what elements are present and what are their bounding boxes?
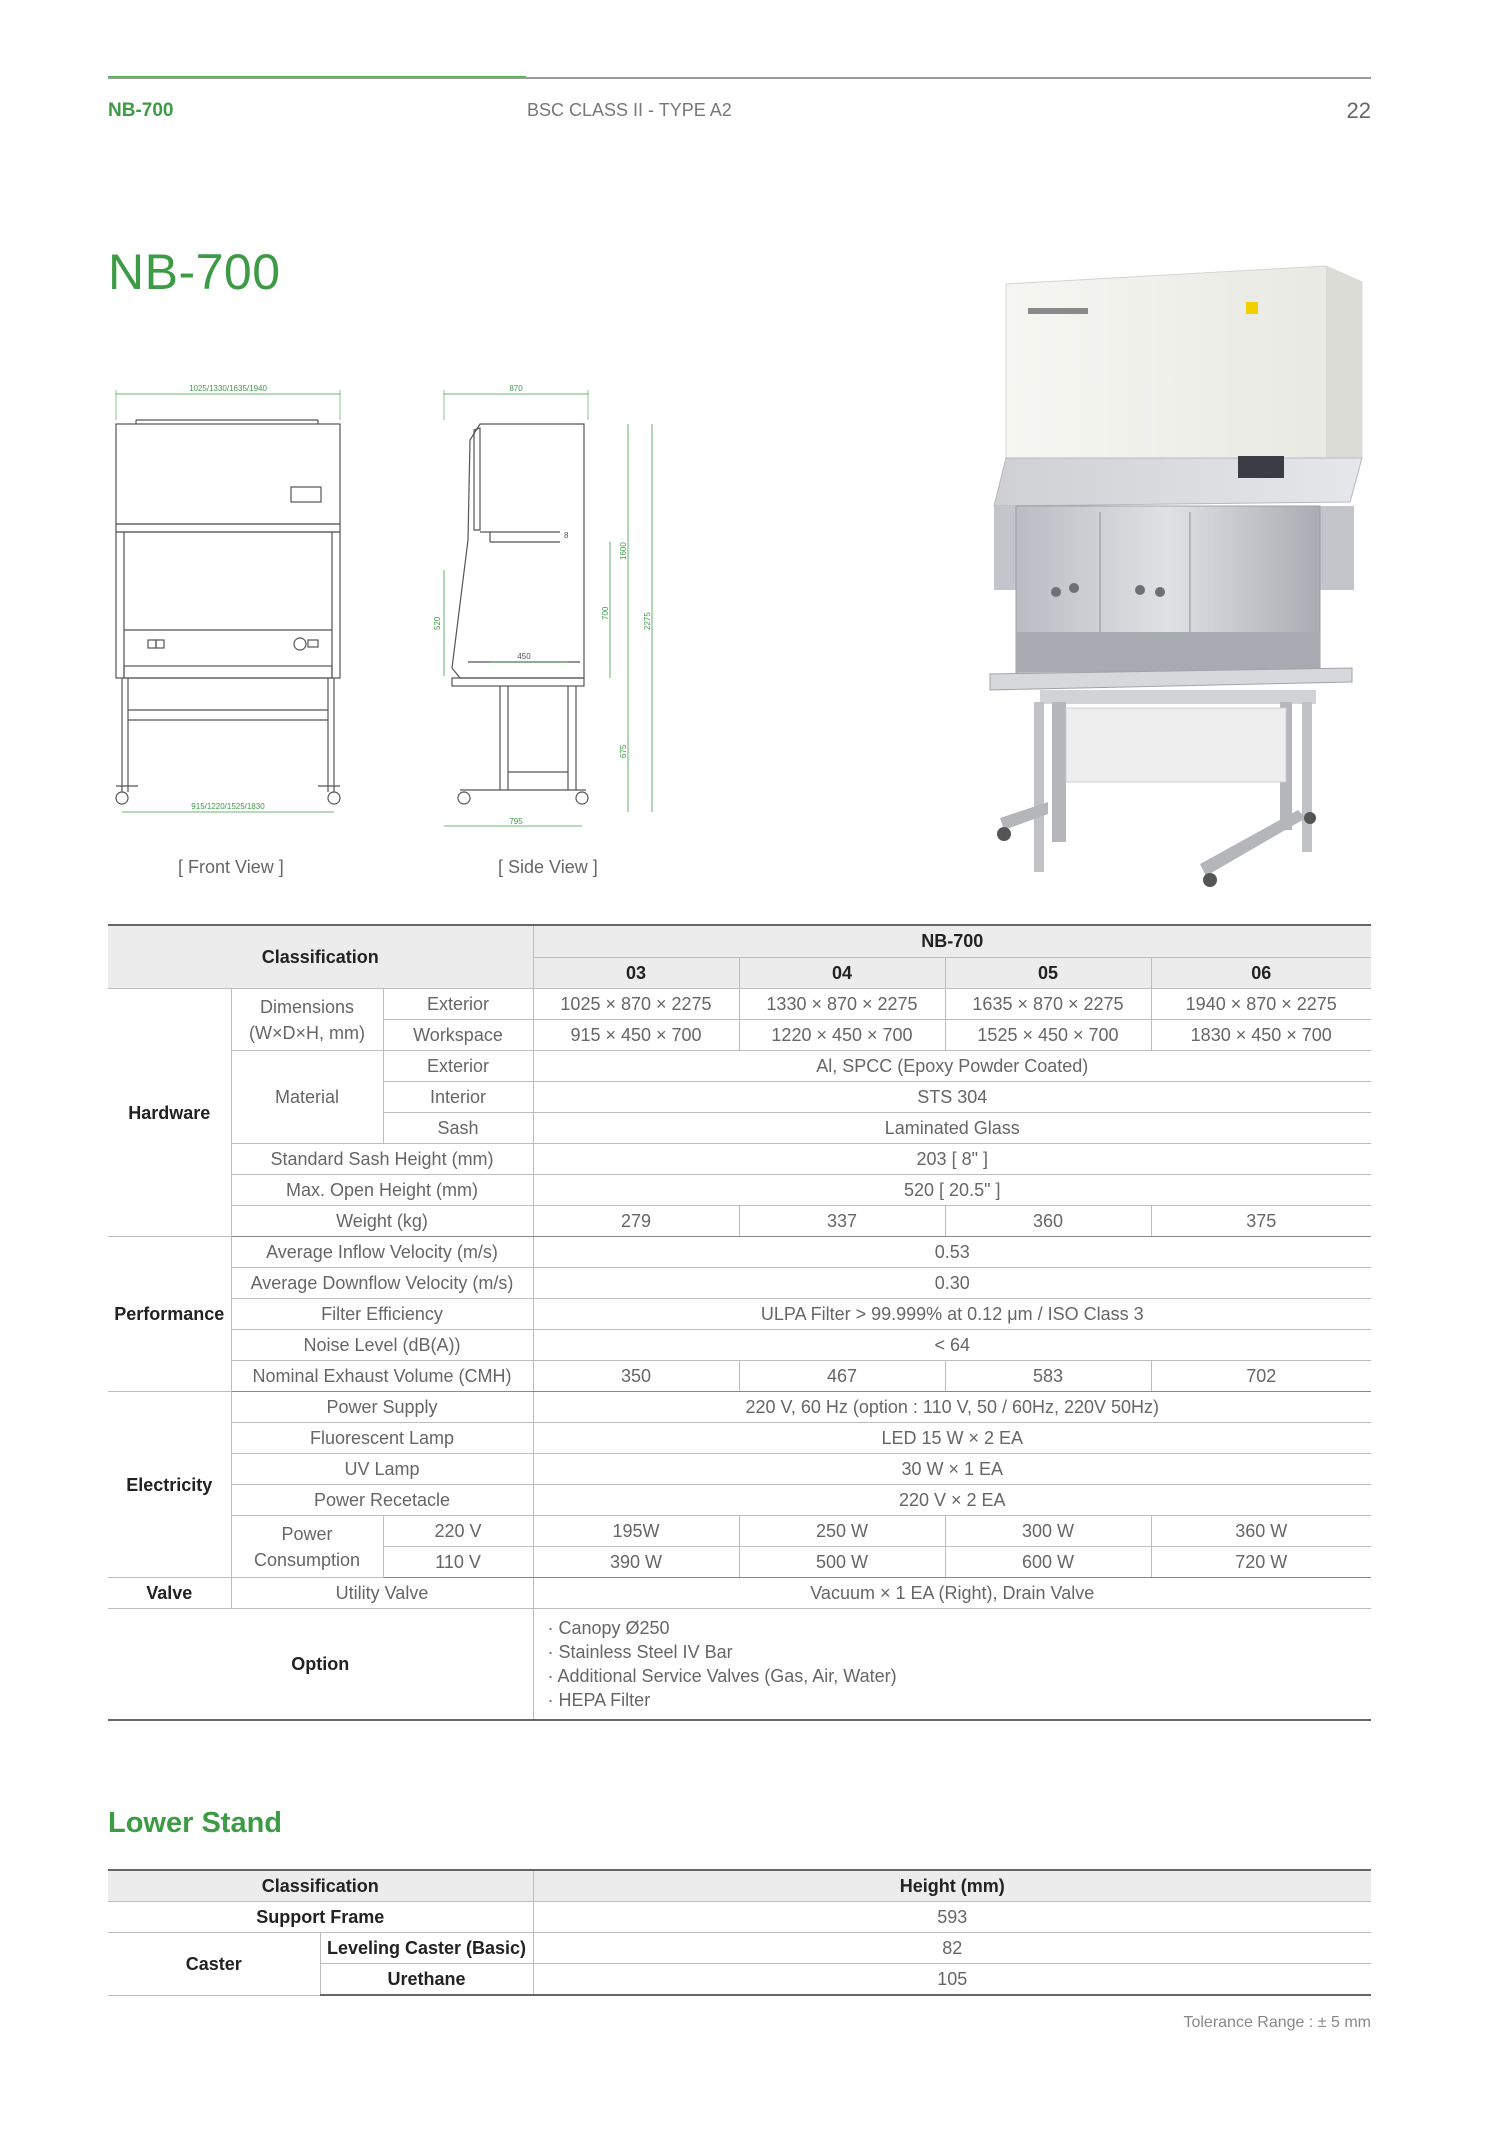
material-exterior-value: Al, SPCC (Epoxy Powder Coated) (533, 1051, 1371, 1082)
dim-ext-05: 1635 × 870 × 2275 (945, 989, 1151, 1020)
front-view-drawing (116, 390, 340, 812)
model-03-header: 03 (533, 957, 739, 989)
voltage-220-label: 220 V (383, 1516, 533, 1547)
sash-height-label: Standard Sash Height (mm) (231, 1144, 533, 1175)
support-frame-label: Support Frame (108, 1902, 533, 1933)
utility-valve-value: Vacuum × 1 EA (Right), Drain Valve (533, 1578, 1371, 1609)
uv-lamp-label: UV Lamp (231, 1454, 533, 1485)
exhaust-05: 583 (945, 1361, 1151, 1392)
technical-drawings (108, 380, 688, 840)
material-exterior-label: Exterior (383, 1051, 533, 1082)
dim-work-04: 1220 × 450 × 700 (739, 1020, 945, 1051)
spec-table (108, 924, 1371, 1721)
consumption-110-06: 720 W (1151, 1547, 1371, 1578)
noise-label: Noise Level (dB(A)) (231, 1330, 533, 1361)
option-list (533, 1609, 1371, 1721)
dim-450: 450 (517, 652, 531, 661)
dim-work-06: 1830 × 450 × 700 (1151, 1020, 1371, 1051)
tolerance-note: Tolerance Range : ± 5 mm (1183, 2014, 1371, 2031)
brand-logo (1028, 308, 1088, 314)
receptacle-value: 220 V × 2 EA (533, 1485, 1371, 1516)
lamp-value: LED 15 W × 2 EA (533, 1423, 1371, 1454)
leveling-caster-label: Leveling Caster (Basic) (320, 1933, 533, 1964)
spec-classification-header: Classification (108, 925, 533, 989)
exhaust-03: 350 (533, 1361, 739, 1392)
model-06-header: 06 (1151, 957, 1371, 989)
page-title: NB-700 (108, 244, 281, 300)
weight-label: Weight (kg) (231, 1206, 533, 1237)
inflow-value: 0.53 (533, 1237, 1371, 1268)
option-item: · Additional Service Valves (Gas, Air, Water) (547, 1666, 897, 1686)
exhaust-06: 702 (1151, 1361, 1371, 1392)
option-item: · Canopy Ø250 (547, 1618, 670, 1638)
downflow-label: Average Downflow Velocity (m/s) (231, 1268, 533, 1299)
material-label: Material (231, 1051, 383, 1144)
consumption-110-03: 390 W (533, 1547, 739, 1578)
model-04-header: 04 (739, 957, 945, 989)
dim-ext-06: 1940 × 870 × 2275 (1151, 989, 1371, 1020)
noise-value: < 64 (533, 1330, 1371, 1361)
material-interior-value: STS 304 (533, 1082, 1371, 1113)
stand-height-header: Height (mm) (533, 1870, 1371, 1902)
exterior-label: Exterior (383, 989, 533, 1020)
weight-06: 375 (1151, 1206, 1371, 1237)
consumption-110-04: 500 W (739, 1547, 945, 1578)
header-rule (108, 77, 1371, 79)
model-05-header: 05 (945, 957, 1151, 989)
consumption-110-05: 600 W (945, 1547, 1151, 1578)
dim-1600: 1600 (619, 542, 628, 560)
header-model: NB-700 (108, 100, 174, 121)
utility-valve-label: Utility Valve (231, 1578, 533, 1609)
consumption-220-05: 300 W (945, 1516, 1151, 1547)
caster-label: Caster (108, 1933, 320, 1996)
dim-front-base: 915/1220/1525/1830 (191, 802, 265, 811)
dim-work-05: 1525 × 450 × 700 (945, 1020, 1151, 1051)
control-panel (1238, 456, 1284, 478)
dim-side-depth: 870 (509, 384, 523, 393)
option-item: · Stainless Steel IV Bar (547, 1642, 733, 1662)
group-hardware: Hardware (108, 989, 231, 1237)
dim-ext-03: 1025 × 870 × 2275 (533, 989, 739, 1020)
dim-work-03: 915 × 450 × 700 (533, 1020, 739, 1051)
group-valve: Valve (108, 1578, 231, 1609)
group-electricity: Electricity (108, 1392, 231, 1578)
side-view-drawing (444, 390, 652, 826)
consumption-label: Power Consumption (231, 1516, 383, 1578)
filter-label: Filter Efficiency (231, 1299, 533, 1330)
side-view-caption: [ Side View ] (498, 857, 598, 877)
option-item: · HEPA Filter (547, 1690, 651, 1710)
header-class: BSC CLASS II - TYPE A2 (527, 100, 732, 120)
material-sash-value: Laminated Glass (533, 1113, 1371, 1144)
dim-side-base: 795 (509, 817, 523, 826)
consumption-220-03: 195W (533, 1516, 739, 1547)
consumption-220-06: 360 W (1151, 1516, 1371, 1547)
dim-700: 700 (601, 606, 610, 620)
workspace-label: Workspace (383, 1020, 533, 1051)
urethane-label: Urethane (320, 1964, 533, 1996)
page-number: 22 (1346, 98, 1371, 123)
dim-front-width: 1025/1330/1635/1940 (189, 384, 267, 393)
leveling-caster-value: 82 (533, 1933, 1371, 1964)
exhaust-04: 467 (739, 1361, 945, 1392)
dimensions-label: Dimensions (W×D×H, mm) (231, 989, 383, 1051)
material-interior-label: Interior (383, 1082, 533, 1113)
weight-05: 360 (945, 1206, 1151, 1237)
stand-classification-header: Classification (108, 1870, 533, 1902)
uv-lamp-value: 30 W × 1 EA (533, 1454, 1371, 1485)
filter-value: ULPA Filter > 99.999% at 0.12 μm / ISO Class 3 (533, 1299, 1371, 1330)
dim-ext-04: 1330 × 870 × 2275 (739, 989, 945, 1020)
sash-height-value: 203 [ 8" ] (533, 1144, 1371, 1175)
dim-675: 675 (619, 744, 628, 758)
inflow-label: Average Inflow Velocity (m/s) (231, 1237, 533, 1268)
urethane-value: 105 (533, 1964, 1371, 1996)
biohazard-icon (1246, 302, 1258, 314)
power-supply-label: Power Supply (231, 1392, 533, 1423)
lamp-label: Fluorescent Lamp (231, 1423, 533, 1454)
weight-04: 337 (739, 1206, 945, 1237)
consumption-220-04: 250 W (739, 1516, 945, 1547)
support-frame-value: 593 (533, 1902, 1371, 1933)
exhaust-label: Nominal Exhaust Volume (CMH) (231, 1361, 533, 1392)
front-view-caption: [ Front View ] (178, 857, 284, 877)
open-height-label: Max. Open Height (mm) (231, 1175, 533, 1206)
dim-2275: 2275 (643, 612, 652, 630)
material-sash-label: Sash (383, 1113, 533, 1144)
group-performance: Performance (108, 1237, 231, 1392)
power-supply-value: 220 V, 60 Hz (option : 110 V, 50 / 60Hz, 220V 50Hz) (533, 1392, 1371, 1423)
downflow-value: 0.30 (533, 1268, 1371, 1299)
lower-stand-title: Lower Stand (108, 1807, 283, 1839)
dim-520: 520 (433, 616, 442, 630)
spec-model-header: NB-700 (533, 925, 1371, 957)
option-label: Option (108, 1609, 533, 1721)
receptacle-label: Power Recetacle (231, 1485, 533, 1516)
dim-8: 8 (564, 531, 569, 540)
open-height-value: 520 [ 20.5" ] (533, 1175, 1371, 1206)
product-image (980, 262, 1380, 887)
lower-stand-table (108, 1869, 1371, 1996)
weight-03: 279 (533, 1206, 739, 1237)
voltage-110-label: 110 V (383, 1547, 533, 1578)
